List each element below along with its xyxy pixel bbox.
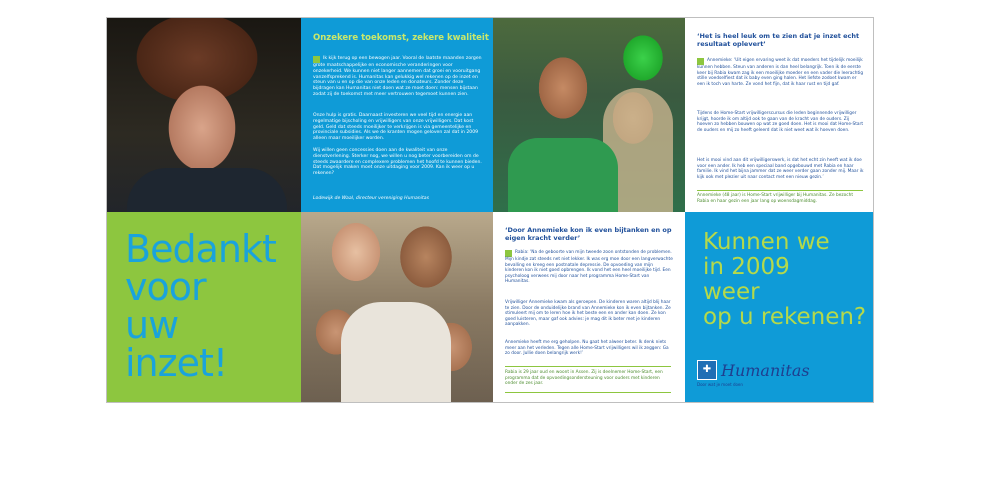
portrait-photo-director: [107, 18, 301, 212]
participant-paragraph-2: Vrijwilliger Annemieke kwam als geroepen. De kinderen waren altijd blij haar te zien. Door de onduidelijke brand van Annemieke kon ik even bijtanken. Ze stimuleert mij om te leren hoe ik het beste een en ander kan doen. Ze kon goed luisteren, maar gaf ook advies: je mag dit ik beter met je kinderen aanpakken.: [505, 300, 671, 328]
bullet-square-icon: [697, 58, 704, 65]
participant-paragraph-3: Annemieke heeft me erg geholpen. Nu gaat het alweer beter. Ik denk niets meer aan het verleden. Tegen alle Home-Start vrijwilligers wil ik zeggen: Ga zo door. Jullie doen belangrijk werk!’: [505, 340, 669, 357]
intro-signature: Lodewijk de Waal, directeur vereniging Humanitas: [313, 196, 429, 201]
intro-paragraph-3: Wij willen geen concessies doen aan de kwaliteit van onze dienstverlening. Sterker nog, we willen u nog beter voorbereiden om de steeds zwaardere en complexere problemen het hoofd te kunnen bieden. Dat mogelijk maken moet onze uitdaging voor 2009. Kan ik weer op u rekenen?: [313, 148, 482, 177]
appeal-panel: [685, 212, 873, 402]
photo-volunteer-with-family: [493, 18, 685, 212]
intro-heading: Onzekere toekomst, zekere kwaliteit: [313, 33, 489, 43]
volunteer-story-panel: [685, 18, 873, 212]
volunteer-paragraph-1: Annemieke: ‘Uit eigen ervaring weet ik dat moeders het tijdelijk moeilijk kunnen hebben. Steun van anderen is dan heel belangrijk. Toen ik de eerste keer bij Rabia kwam zag ik een moeilijke moeder en een vader die leerachtig stille voedselfiest dat ik baby even ging halen. Het liefste zodoet kwam er een ik toch van harte. Ze vond het fijn, dat ik haar rust en tijd gaf.: [697, 58, 864, 87]
humanitas-logo-text: Humanitas: [721, 360, 810, 380]
intro-paragraph-2: Onze hulp is gratis. Daarnaast investeren we veel tijd en energie aan regelmatige bijscholing en vrijwilligers van onze vrijwilligers. Dat kost geld. Geld dat steeds moeilijker te verkrijgen is via gemeentelijke en provinciale subsidies. Als we de kranten mogen geloven zal dat in 2009 alleen maar moeilijker worden.: [313, 113, 479, 142]
volunteer-quote: ‘Het is heel leuk om te zien dat je inzet echt resultaat oplevert’: [697, 32, 860, 48]
volunteer-paragraph-2: Tijdens de Home-Start vrijwilligerscursus die leden beginnende vrijwilliger krijgt, hoorde ik om altijd ook te gaan van de kracht van de ouders. Zij hoeven zo hebben bouwen op wat ze goed doen. Het is mooi dat Home-Start de ouders en mij zo heeft geleerd dat ik niet weet wat ik hoeven doen.: [697, 111, 864, 133]
participant-story-panel: [493, 212, 685, 402]
brochure-spread: [106, 17, 874, 403]
green-shirt-shape: [508, 138, 618, 212]
divider-line: [505, 366, 671, 367]
bullet-square-icon: [313, 56, 320, 63]
thanks-headline: Bedankt voor uw inzet!: [125, 227, 276, 385]
volunteer-paragraph-3: Het is mooi vind aan dit vrijwilligerswerk, is dat het echt zin heeft wat ik doe voor een ander. Ik heb een speciaal band opgebouwd met Rabia en haar familie. Ik vind het bijna jammer dat ze weer verder gaan zonder mij. Maar ik kijk ook met plezier uit naar contact met een nieuw gezin.’: [697, 158, 864, 180]
volunteer-caption: Annemieke (48 jaar) is Home-Start vrijwilliger bij Humanitas. Ze bezocht Rabia en haar gezin een jaar lang op woensdagmiddag.: [697, 193, 854, 204]
jacket-shape: [127, 168, 287, 212]
humanitas-logo-icon: ✚: [697, 360, 717, 380]
participant-paragraph-1: Rabia: ‘Na de geboorte van mijn tweede zoon ontstonden de problemen. Mijn kindje zat steeds net niet lekker. Ik was erg moe door een langverwachte bevalling en kreeg een postnatale depressie. De opvoeding van mijn kinderen kon ik niet goed opbrengen. Ik vond het een heel moeilijke tijd. Een psycholoog verwees mij door naar het programma Home-Start van Humanitas.: [505, 250, 673, 285]
intro-paragraph-1: Ik kijk terug op een bewogen jaar. Vooral de laatste maanden zorgen grote maatschappelijke en economische veranderingen voor onzekerheid. We kunnen niet langer aannemen dat groei en vooruitgang vanzelfsprekend is. Humanitas kan gelukkig wel rekenen op de inzet en steun van u en op die van onze leden en donateurs. Zonder deze bijdragen kan Humanitas niet doen wat ze moet doen: mensen bijstaan zodat zij de toekomst met meer vertrouwen tegemoet kunnen zien.: [313, 56, 482, 97]
humanitas-tagline: Door wat je moet doen: [697, 382, 743, 387]
humanitas-logo: [697, 360, 810, 380]
divider-line: [697, 190, 863, 191]
thanks-panel: [107, 212, 301, 402]
white-clothing-shape: [341, 302, 451, 402]
divider-line: [505, 392, 671, 393]
bullet-square-icon: [505, 250, 512, 257]
photo-mothers-and-children: [301, 212, 493, 402]
participant-quote: ‘Door Annemieke kon ik even bijtanken en op eigen kracht verder’: [505, 226, 672, 242]
appeal-headline: Kunnen we in 2009 weer op u rekenen?: [703, 229, 867, 330]
intro-panel: [301, 18, 493, 212]
participant-caption: Rabia is 29 jaar oud en woont in Assen. Zij is deelnemer Home-Start, een programma dat de opvoedingsondersteuning voor ouders met kinderen onder de zes jaar.: [505, 370, 663, 387]
